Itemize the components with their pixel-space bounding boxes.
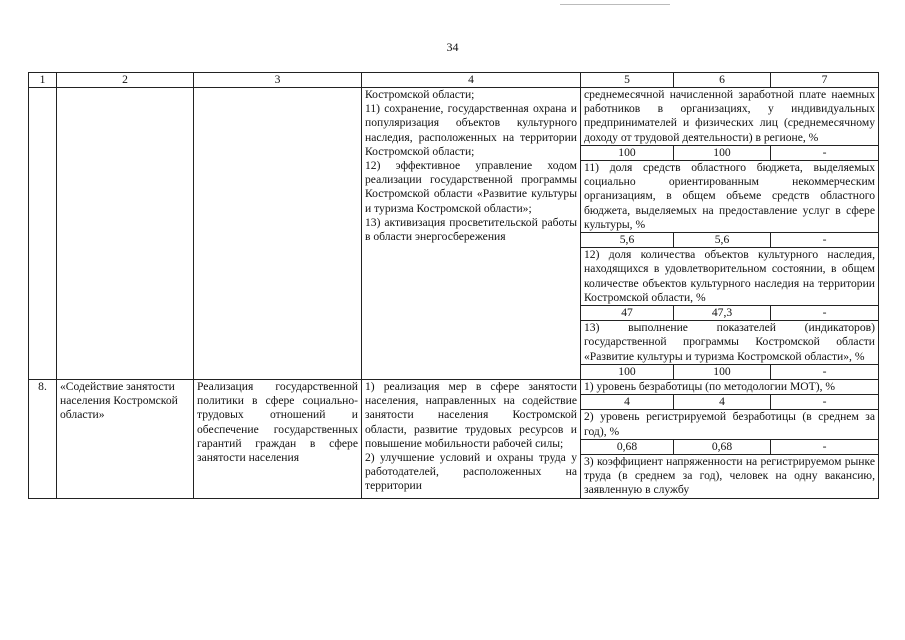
column-number-row: [29, 73, 879, 88]
value-cell: 100: [674, 364, 771, 379]
program-goal-cell: [194, 88, 362, 380]
column-number: 4: [362, 73, 581, 88]
indicator-text: среднемесячной начисленной заработной плате наемных работников в организациях, у индивидуальных предпринимателей и физических лиц (среднемесячному доходу от трудовой деятельности) в регионе, %: [581, 88, 879, 146]
objectives-cell: 1) реализация мер в сфере занятости населения, направленных на содействие занятости населения Костромской области, развитие трудовых ресурсов и повышение мобильности рабочей силы; 2) улучшение условий и охраны труда у работодателей, расположенных на территории: [362, 380, 581, 499]
objective-item: Костромской области;: [365, 88, 475, 101]
objective-item: 12) эффективное управление ходом реализации государственной программы Костромской области «Развитие культуры и туризма Костромской области»;: [365, 159, 577, 215]
value-cell: 0,68: [581, 439, 674, 454]
value-cell: -: [771, 145, 879, 160]
value-cell: 100: [581, 364, 674, 379]
program-goal-cell: Реализация государственной политики в сфере социально-трудовых отношений и обеспечение государственных гарантий граждан в сфере занятости населения: [194, 380, 362, 499]
indicator-text: 11) доля средств областного бюджета, выделяемых социально ориентированным некоммерческим организациям, в общем объеме средств областного бюджета, выделяемых на предоставление услуг в сфере культуры, %: [581, 161, 879, 233]
indicator-text: 3) коэффициент напряженности на регистрируемом рынке труда (в среднем за год), человек на одну вакансию, заявленную в службу: [581, 455, 879, 499]
indicator-text: 2) уровень регистрируемой безработицы (в среднем за год), %: [581, 410, 879, 439]
value-cell: -: [771, 395, 879, 410]
column-number: 5: [581, 73, 674, 88]
table-row: [29, 88, 879, 146]
row-number-cell: [29, 88, 57, 380]
indicator-text: 1) уровень безработицы (по методологии МОТ), %: [581, 380, 879, 395]
objective-item: 13) активизация просветительской работы в области энергосбережения: [365, 215, 577, 244]
value-cell: 47,3: [674, 306, 771, 321]
objectives-cell: [362, 88, 581, 380]
value-cell: -: [771, 439, 879, 454]
indicator-text: 12) доля количества объектов культурного наследия, находящихся в удовлетворительном состоянии, в общем количестве объектов культурного наследия на территории Костромской области, %: [581, 248, 879, 306]
program-table: [28, 72, 879, 499]
column-number: 6: [674, 73, 771, 88]
table-row: [29, 380, 879, 395]
value-cell: 0,68: [674, 439, 771, 454]
row-number-cell: 8.: [29, 380, 57, 499]
column-number: 2: [57, 73, 194, 88]
objective-item: 11) сохранение, государственная охрана и популяризация объектов культурного наследия, расположенных на территории Костромской области;: [365, 102, 577, 158]
indicator-text: 13) выполнение показателей (индикаторов) государственной программы Костромской области «Развитие культуры и туризма Костромской области», %: [581, 321, 879, 365]
value-cell: 5,6: [674, 233, 771, 248]
program-name-cell: [57, 88, 194, 380]
program-name-cell: «Содействие занятости населения Костромской области»: [57, 380, 194, 499]
column-number: 3: [194, 73, 362, 88]
value-cell: 100: [581, 145, 674, 160]
value-cell: 5,6: [581, 233, 674, 248]
value-cell: -: [771, 233, 879, 248]
value-cell: 4: [674, 395, 771, 410]
value-cell: 100: [674, 145, 771, 160]
page-number: 34: [446, 40, 459, 54]
value-cell: -: [771, 306, 879, 321]
value-cell: 4: [581, 395, 674, 410]
scan-top-mark: [560, 4, 670, 5]
column-number: 1: [29, 73, 57, 88]
value-cell: 47: [581, 306, 674, 321]
column-number: 7: [771, 73, 879, 88]
value-cell: -: [771, 364, 879, 379]
